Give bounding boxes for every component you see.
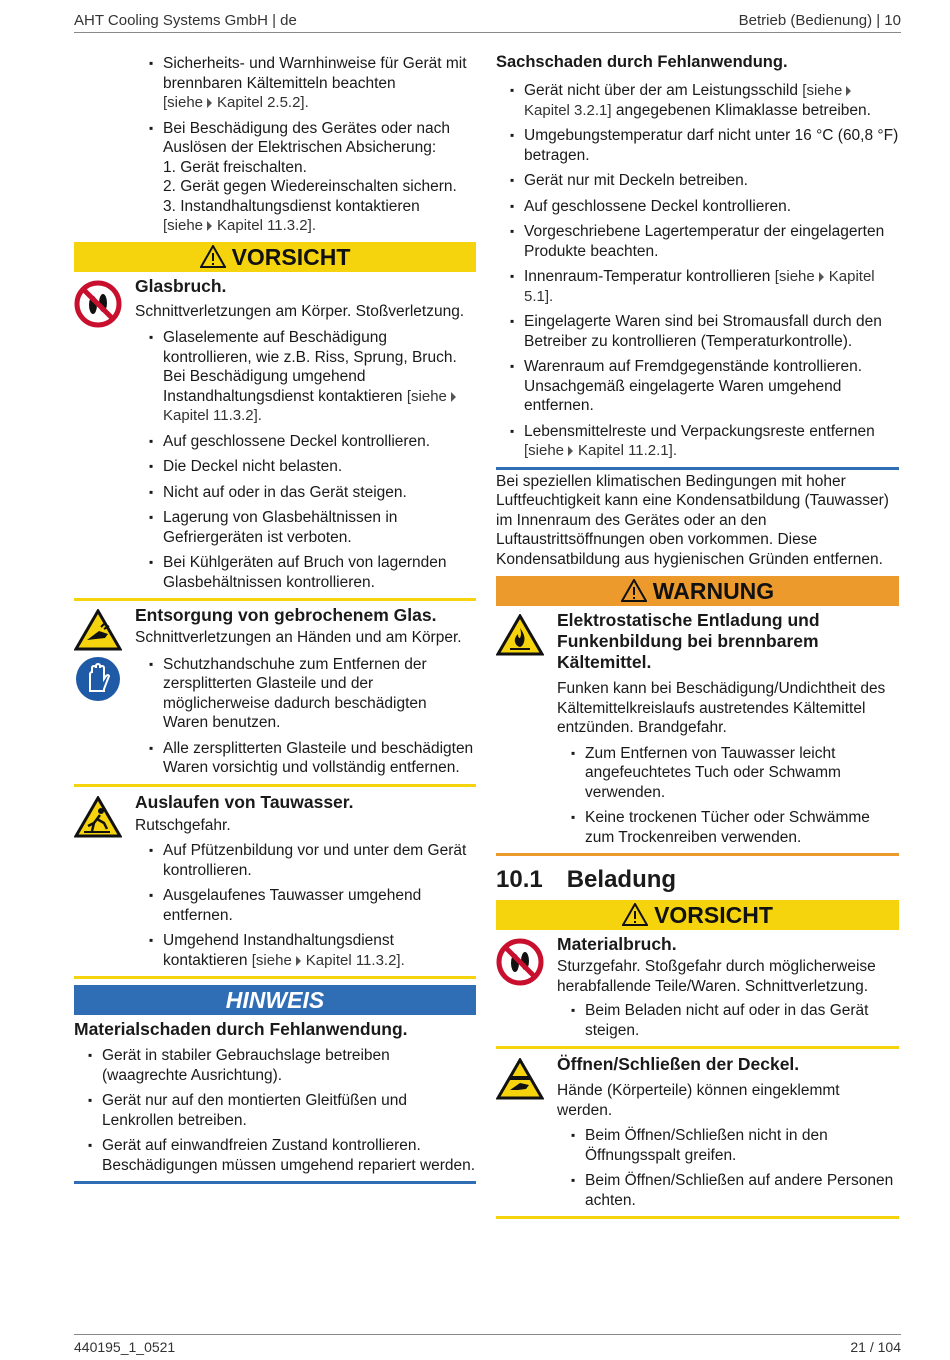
cross-reference[interactable]: [siehe Kapitel 11.3.2]. <box>251 951 405 969</box>
list-item: ▪ Eingelagerte Waren sind bei Stromausfall durch den Betreiber zu kontrollieren (Temperaturkontrolle). <box>524 312 899 351</box>
hand-injury-warning-icon <box>74 609 122 651</box>
list-item: ▪ Beim Öffnen/Schließen nicht in den Öffnungsspalt greifen. <box>585 1126 899 1165</box>
list-item: ▪ Auf Pfützenbildung vor und unter dem Gerät kontrollieren. <box>163 841 476 880</box>
list-item: ▪ Vorgeschriebene Lagertemperatur der eingelagerten Produkte beachten. <box>524 222 899 261</box>
list-item: ▪ Bei Kühlgeräten auf Bruch von lagernden Glasbehältnissen kontrollieren. <box>163 553 476 592</box>
list-item: ▪ Innenraum-Temperatur kontrollieren [siehe Kapitel 5.1]. <box>524 267 899 306</box>
materialbruch-list <box>585 1001 899 1040</box>
no-stepping-icon <box>496 938 544 986</box>
materialschaden-list <box>102 1046 476 1175</box>
sachschaden-title: Sachschaden durch Fehlanwendung. <box>496 53 788 71</box>
materialschaden-title: Materialschaden durch Fehlanwendung. <box>74 1019 408 1039</box>
divider <box>74 1181 476 1184</box>
flammable-warning-icon <box>496 614 544 656</box>
entsorgung-list <box>163 655 476 778</box>
list-item: ▪ Umgehend Instandhaltungsdienst kontaktieren [siehe Kapitel 11.3.2]. <box>163 931 476 970</box>
list-item: ▪ Auf geschlossene Deckel kontrollieren. <box>163 432 476 452</box>
glasbruch-title: Glasbruch. <box>135 275 227 296</box>
vorsicht-banner: VORSICHT <box>496 900 899 930</box>
cross-reference[interactable]: [sieheKapitel 11.3.2]. <box>163 388 461 425</box>
entsorgung-title: Entsorgung von gebrochenem Glas. <box>135 605 437 625</box>
warning-triangle-icon <box>621 579 647 602</box>
list-item: ▪ Bei Beschädigung des Gerätes oder nach Auslösen der Elektrischen Absicherung: 1. Gerät freischalten. 2. Gerät gegen Wiedereinschalten sichern. 3. Instandhaltungsdienst kontaktieren [siehe Kapitel 11.3.2]. <box>163 119 476 236</box>
cross-reference[interactable]: [siehe Kapitel 2.5.2]. <box>163 94 309 111</box>
deckel-desc: Hände (Körperteile) können eingeklemmt werden. <box>557 1082 840 1119</box>
wear-gloves-icon <box>74 655 122 703</box>
elektrostatik-desc: Funken kann bei Beschädigung/Undichtheit des Kältemittelkreislaufs austretendes Kältemittel entzünden. Brandgefahr. <box>557 680 886 736</box>
entsorgung-desc: Schnittverletzungen an Händen und am Körper. <box>135 629 462 646</box>
page-header <box>74 10 901 33</box>
auslaufen-list <box>163 841 476 970</box>
elektrostatik-block <box>496 610 899 847</box>
warnung-banner: WARNUNG <box>496 576 899 606</box>
klima-paragraph: Bei speziellen klimatischen Bedingungen mit hoher Luftfeuchtigkeit kann eine Kondensatbildung (Tauwasser) im Innenraum des Gerätes oder an den Luftaustrittsöffnungen oben vorkommen. Diese Kondensatbildung aus hygienischen Gründen entfernen. <box>496 472 889 568</box>
list-item: ▪ Umgebungstemperatur darf nicht unter 16 °C (60,8 °F) betragen. <box>524 126 899 165</box>
glasbruch-list <box>163 328 476 592</box>
no-stepping-icon <box>74 280 122 328</box>
list-item: ▪ Warenraum auf Fremdgegenstände kontrollieren. Unsachgemäß eingelagerte Waren umgehend entfernen. <box>524 357 899 416</box>
materialbruch-block <box>496 934 899 1040</box>
right-column <box>496 50 899 1219</box>
list-item: ▪ Nicht auf oder in das Gerät steigen. <box>163 483 476 503</box>
deckel-title: Öffnen/Schließen der Deckel. <box>557 1054 800 1074</box>
list-item: ▪ Ausgelaufenes Tauwasser umgehend entfernen. <box>163 886 476 925</box>
divider <box>496 1046 899 1049</box>
list-item: ▪ Keine trockenen Tücher oder Schwämme zum Trockenreiben verwenden. <box>585 808 899 847</box>
top-list <box>163 54 476 236</box>
materialbruch-title: Materialbruch. <box>557 934 677 954</box>
cross-reference[interactable]: [siehe Kapitel 11.3.2]. <box>163 217 316 234</box>
elektrostatik-title: Elektrostatische Entladung und Funkenbildung bei brennbarem Kältemittel. <box>557 610 820 672</box>
left-column <box>74 50 476 1184</box>
vorsicht-banner: VORSICHT <box>74 242 476 272</box>
list-item: ▪ Gerät nur auf den montierten Gleitfüßen und Lenkrollen betreiben. <box>102 1091 476 1130</box>
document-number: 440195_1_0521 <box>74 1339 176 1355</box>
warning-triangle-icon <box>200 245 226 268</box>
auslaufen-block <box>74 792 476 971</box>
list-item: ▪ Glaselemente auf Beschädigung kontrollieren, wie z.B. Riss, Sprung, Bruch. Bei Beschädigung umgehend Instandhaltungsdienst kontaktieren [sieheKapitel 11.3.2]. <box>163 328 476 426</box>
divider <box>74 598 476 601</box>
list-item: ▪ Zum Entfernen von Tauwasser leicht angefeuchtetes Tuch oder Schwamm verwenden. <box>585 744 899 803</box>
divider <box>496 853 899 856</box>
hand-crush-warning-icon <box>496 1058 544 1100</box>
glasbruch-desc: Schnittverletzungen am Körper. Stoßverletzung. <box>135 302 465 320</box>
materialbruch-desc: Sturzgefahr. Stoßgefahr durch möglicherweise herabfallende Teile/Waren. Schnittverletzung. <box>557 958 876 995</box>
list-item: ▪ Sicherheits- und Warnhinweise für Gerät mit brennbaren Kältemitteln beachten [siehe Kapitel 2.5.2]. <box>163 54 476 113</box>
list-item: ▪ Gerät in stabiler Gebrauchslage betreiben (waagrechte Ausrichtung). <box>102 1046 476 1085</box>
cross-reference[interactable]: [siehe Kapitel 11.2.1]. <box>524 442 677 459</box>
divider <box>74 976 476 979</box>
auslaufen-title: Auslaufen von Tauwasser. <box>135 791 354 812</box>
deckel-block <box>496 1054 899 1210</box>
slip-hazard-icon <box>74 796 122 838</box>
header-right: Betrieb (Bedienung) | 10 <box>738 12 901 29</box>
deckel-list <box>585 1126 899 1210</box>
cross-reference[interactable]: [sieheKapitel 3.2.1] <box>524 82 856 119</box>
list-item: ▪ Beim Öffnen/Schließen auf andere Personen achten. <box>585 1171 899 1210</box>
divider <box>496 467 899 470</box>
sachschaden-list <box>524 81 899 461</box>
divider <box>74 784 476 787</box>
cross-reference[interactable]: [siehe Kapitel 5.1]. <box>524 268 875 305</box>
list-item: ▪ Lebensmittelreste und Verpackungsreste entfernen [siehe Kapitel 11.2.1]. <box>524 422 899 461</box>
list-item: ▪ Alle zersplitterten Glasteile und beschädigten Waren vorsichtig und vollständig entfernen. <box>163 739 476 778</box>
list-item: ▪ Gerät nicht über der am Leistungsschild [sieheKapitel 3.2.1] angegebenen Klimaklasse betreiben. <box>524 81 899 120</box>
header-left: AHT Cooling Systems GmbH | de <box>74 12 297 29</box>
list-item: ▪ Beim Beladen nicht auf oder in das Gerät steigen. <box>585 1001 899 1040</box>
divider <box>496 1216 899 1219</box>
list-item: ▪ Auf geschlossene Deckel kontrollieren. <box>524 197 899 217</box>
list-item: ▪ Die Deckel nicht belasten. <box>163 457 476 477</box>
list-item: ▪ Gerät nur mit Deckeln betreiben. <box>524 171 899 191</box>
section-heading: 10.1 Beladung <box>496 866 677 893</box>
page-footer <box>74 1334 901 1355</box>
list-item: ▪ Gerät auf einwandfreien Zustand kontrollieren. Beschädigungen müssen umgehend repariert werden. <box>102 1136 476 1175</box>
list-item: ▪ Lagerung von Glasbehältnissen in Gefriergeräten ist verboten. <box>163 508 476 547</box>
entsorgung-block <box>74 605 476 778</box>
list-item: ▪ Schutzhandschuhe zum Entfernen der zersplitterten Glasteile und der möglicherweise dadurch beschädigten Waren benutzen. <box>163 655 476 733</box>
hinweis-banner: HINWEIS <box>74 985 476 1015</box>
warning-triangle-icon <box>622 903 648 926</box>
glasbruch-block <box>74 276 476 593</box>
auslaufen-desc: Rutschgefahr. <box>135 816 231 834</box>
page-number: 21 / 104 <box>850 1339 901 1355</box>
elektrostatik-list <box>585 744 899 848</box>
